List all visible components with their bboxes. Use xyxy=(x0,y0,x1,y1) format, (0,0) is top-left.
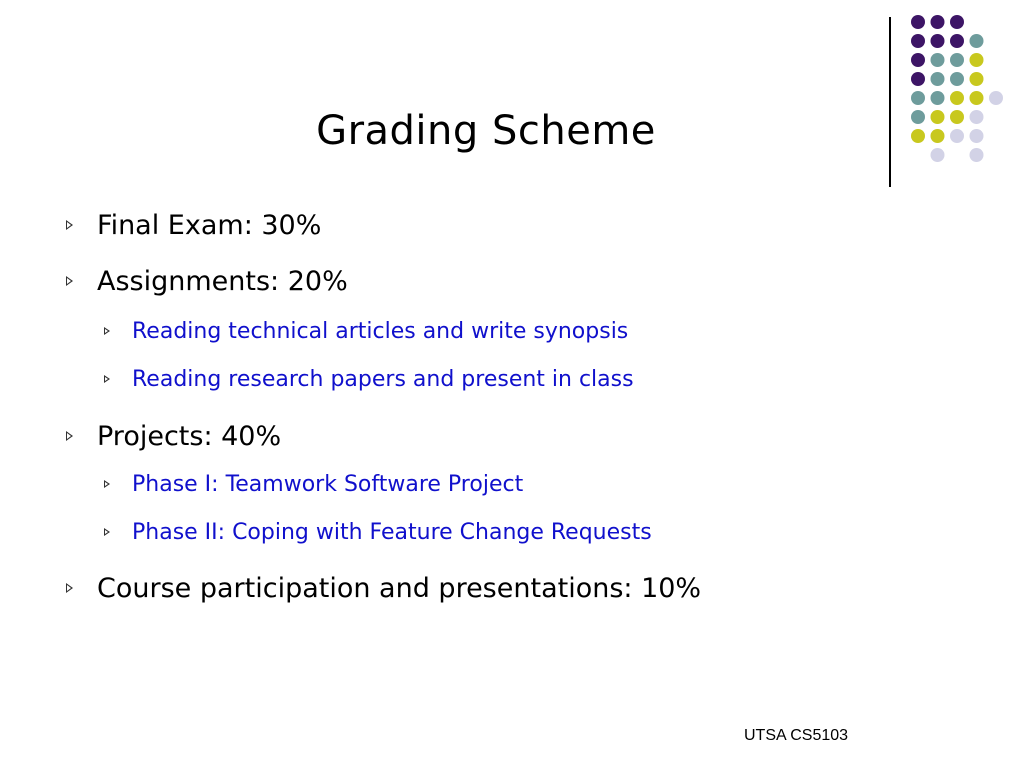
bullet-item xyxy=(66,419,281,453)
sub-bullet-item xyxy=(104,469,523,499)
slide-title: Grading Scheme xyxy=(316,108,656,154)
bullet-text: Reading research papers and present in class xyxy=(132,366,634,392)
bullet-text: Phase II: Coping with Feature Change Requests xyxy=(132,519,652,545)
arrow-bullet-icon xyxy=(104,327,110,335)
footer-text: UTSA CS5103 xyxy=(744,727,849,744)
arrow-bullet-icon xyxy=(104,480,110,488)
bullet-item xyxy=(66,208,321,242)
arrow-bullet-icon xyxy=(66,583,73,593)
bullet-text: Assignments: 20% xyxy=(97,265,348,297)
bullet-text: Phase I: Teamwork Software Project xyxy=(132,471,524,497)
sub-bullet-item xyxy=(104,517,652,547)
arrow-bullet-icon xyxy=(66,276,73,286)
sub-bullet-item xyxy=(104,316,628,346)
bullet-text: Final Exam: 30% xyxy=(97,209,322,241)
arrow-bullet-icon xyxy=(66,220,73,230)
sub-bullet-item xyxy=(104,364,634,394)
arrow-bullet-icon xyxy=(104,375,110,383)
bullet-text: Course participation and presentations: 10% xyxy=(97,572,702,604)
bullet-text: Reading technical articles and write synopsis xyxy=(132,318,629,344)
bullet-item xyxy=(66,571,701,605)
arrow-bullet-icon xyxy=(104,528,110,536)
bullet-item xyxy=(66,264,348,298)
bullet-text: Projects: 40% xyxy=(97,420,282,452)
arrow-bullet-icon xyxy=(66,431,73,441)
